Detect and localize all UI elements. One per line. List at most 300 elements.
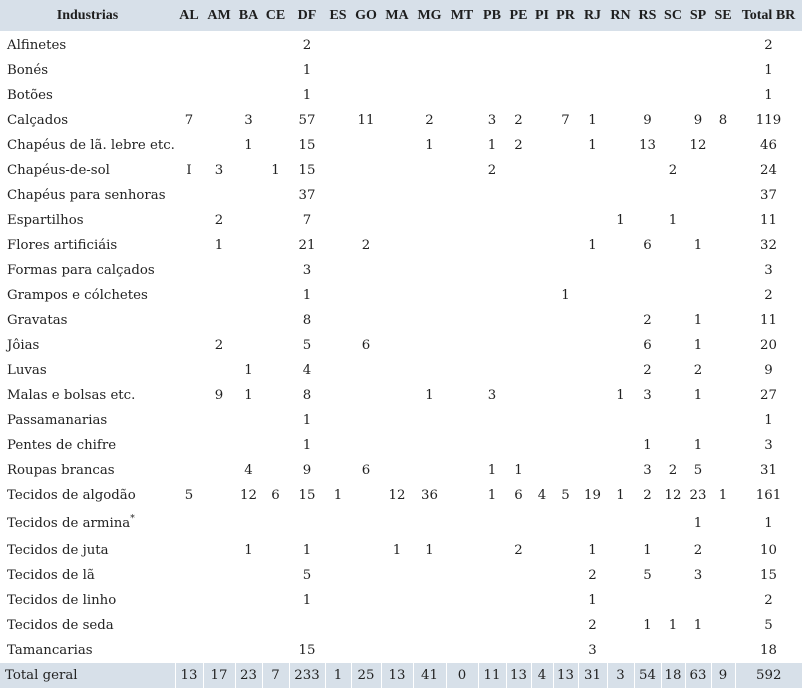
state-total-cell: 1 xyxy=(325,663,351,688)
state-value-cell xyxy=(478,83,506,108)
state-value-cell xyxy=(661,333,685,358)
state-value-cell xyxy=(351,258,381,283)
state-value-cell xyxy=(203,32,235,58)
state-value-cell xyxy=(413,408,446,433)
state-value-cell xyxy=(711,383,735,408)
table-row xyxy=(0,258,802,283)
state-value-cell xyxy=(607,538,634,563)
state-value-cell xyxy=(262,133,289,158)
state-value-cell xyxy=(711,508,735,538)
state-value-cell xyxy=(553,383,578,408)
state-value-cell xyxy=(685,638,711,663)
state-value-cell xyxy=(235,32,262,58)
state-value-cell: 5 xyxy=(184,488,194,503)
state-value-cell xyxy=(506,433,531,458)
state-value-cell: 1 xyxy=(244,388,253,403)
total-geral-label: Total geral xyxy=(0,663,175,688)
state-value-cell xyxy=(325,588,351,613)
state-value-cell: 15 xyxy=(298,163,316,178)
state-value-cell xyxy=(446,563,478,588)
state-value-cell xyxy=(506,638,531,663)
state-value-cell xyxy=(175,588,203,613)
state-value-cell xyxy=(262,258,289,283)
state-value-cell: 12 xyxy=(664,488,682,503)
state-value-cell xyxy=(235,183,262,208)
state-value-cell: 1 xyxy=(643,438,652,453)
table-row xyxy=(0,588,802,613)
state-value-cell: 6 xyxy=(643,238,652,253)
state-value-cell xyxy=(175,433,203,458)
state-value-cell xyxy=(381,283,413,308)
state-value-cell xyxy=(203,538,235,563)
row-total-cell: 3 xyxy=(764,263,773,278)
state-value-cell xyxy=(634,83,661,108)
state-value-cell xyxy=(381,508,413,538)
state-total-cell: 11 xyxy=(478,663,506,688)
state-value-cell: 1 xyxy=(425,138,434,153)
industry-label: Luvas xyxy=(7,363,47,378)
state-value-cell xyxy=(578,333,607,358)
state-value-cell xyxy=(325,333,351,358)
state-value-cell xyxy=(506,358,531,383)
state-value-cell xyxy=(203,133,235,158)
state-value-cell xyxy=(661,133,685,158)
state-value-cell: 1 xyxy=(693,618,703,633)
state-value-cell xyxy=(381,32,413,58)
state-value-cell xyxy=(553,538,578,563)
grand-total-cell: 592 xyxy=(735,663,802,688)
state-value-cell xyxy=(262,358,289,383)
state-value-cell xyxy=(413,283,446,308)
state-value-cell xyxy=(446,408,478,433)
row-total-cell: 1 xyxy=(764,515,773,531)
state-value-cell xyxy=(325,308,351,333)
state-value-cell xyxy=(711,638,735,663)
state-value-cell: 1 xyxy=(588,593,597,608)
state-value-cell xyxy=(175,538,203,563)
state-value-cell xyxy=(634,258,661,283)
header-pr: PR xyxy=(553,0,578,32)
state-total-cell: 25 xyxy=(351,663,381,688)
state-value-cell xyxy=(262,613,289,638)
state-value-cell xyxy=(413,208,446,233)
state-value-cell xyxy=(478,58,506,83)
row-total-cell: 24 xyxy=(760,163,777,178)
row-total-cell: 161 xyxy=(755,488,782,503)
state-value-cell xyxy=(478,32,506,58)
row-total-cell: 27 xyxy=(760,388,777,403)
header-industrias: Industrias xyxy=(0,0,175,32)
state-value-cell xyxy=(506,158,531,183)
state-value-cell xyxy=(661,108,685,133)
state-value-cell xyxy=(235,613,262,638)
state-value-cell xyxy=(553,158,578,183)
state-value-cell: 5 xyxy=(643,568,652,583)
state-value-cell xyxy=(446,638,478,663)
state-value-cell: 15 xyxy=(298,643,316,658)
state-value-cell xyxy=(203,108,235,133)
state-value-cell xyxy=(413,613,446,638)
state-value-cell xyxy=(578,208,607,233)
state-value-cell xyxy=(531,32,553,58)
table-row xyxy=(0,32,802,58)
state-value-cell xyxy=(553,83,578,108)
state-value-cell xyxy=(634,158,661,183)
state-value-cell xyxy=(351,358,381,383)
state-value-cell: 1 xyxy=(588,113,597,128)
header-total-br: Total BR xyxy=(735,0,802,32)
state-value-cell xyxy=(506,32,531,58)
row-total-cell: 3 xyxy=(764,438,773,453)
industry-name xyxy=(0,358,175,383)
state-value-cell xyxy=(351,308,381,333)
industry-name xyxy=(0,638,175,663)
state-value-cell: 3 xyxy=(643,388,652,403)
row-total-cell: 1 xyxy=(764,413,773,428)
state-value-cell xyxy=(553,563,578,588)
state-value-cell xyxy=(235,588,262,613)
state-value-cell xyxy=(685,32,711,58)
table-row xyxy=(0,283,802,308)
state-value-cell: 1 xyxy=(693,338,703,353)
state-value-cell xyxy=(578,32,607,58)
state-value-cell xyxy=(203,258,235,283)
state-value-cell xyxy=(661,383,685,408)
state-value-cell xyxy=(607,358,634,383)
state-value-cell xyxy=(175,258,203,283)
state-value-cell xyxy=(578,258,607,283)
state-total-cell: 13 xyxy=(175,663,203,688)
state-value-cell xyxy=(531,183,553,208)
state-value-cell xyxy=(478,308,506,333)
state-value-cell: 6 xyxy=(271,488,280,503)
state-value-cell xyxy=(235,83,262,108)
state-value-cell xyxy=(446,383,478,408)
state-value-cell xyxy=(235,258,262,283)
state-value-cell: 2 xyxy=(588,568,597,583)
state-value-cell: 5 xyxy=(302,568,312,583)
row-total-cell: 2 xyxy=(764,288,773,303)
state-value-cell xyxy=(711,563,735,588)
row-total-cell: 9 xyxy=(764,363,773,378)
state-value-cell: 9 xyxy=(302,463,312,478)
state-value-cell: 4 xyxy=(244,463,253,478)
state-value-cell xyxy=(351,433,381,458)
state-value-cell xyxy=(203,483,235,508)
state-value-cell xyxy=(478,233,506,258)
state-value-cell xyxy=(175,58,203,83)
state-value-cell xyxy=(506,208,531,233)
state-value-cell xyxy=(661,58,685,83)
state-value-cell: 2 xyxy=(214,213,224,228)
state-value-cell: 1 xyxy=(693,515,703,531)
state-value-cell: 1 xyxy=(588,138,597,153)
header-row xyxy=(0,0,802,32)
state-value-cell: 1 xyxy=(693,438,703,453)
state-value-cell: 5 xyxy=(693,463,703,478)
header-pi: PI xyxy=(531,0,553,32)
state-value-cell xyxy=(325,508,351,538)
state-value-cell xyxy=(506,588,531,613)
state-value-cell xyxy=(506,308,531,333)
state-value-cell xyxy=(506,333,531,358)
state-value-cell: 1 xyxy=(588,543,597,558)
state-value-cell xyxy=(478,613,506,638)
state-value-cell xyxy=(531,563,553,588)
state-value-cell xyxy=(711,458,735,483)
table-body xyxy=(0,32,802,663)
state-value-cell xyxy=(661,408,685,433)
state-value-cell xyxy=(262,83,289,108)
state-value-cell xyxy=(325,158,351,183)
state-value-cell: 1 xyxy=(616,213,625,228)
state-value-cell: 9 xyxy=(643,113,652,128)
state-value-cell xyxy=(446,32,478,58)
state-value-cell xyxy=(661,308,685,333)
industry-label: Tecidos de lã xyxy=(7,568,95,583)
state-value-cell xyxy=(325,358,351,383)
state-value-cell xyxy=(506,183,531,208)
state-value-cell: 2 xyxy=(668,163,678,178)
state-total-cell: 17 xyxy=(203,663,235,688)
state-value-cell: 2 xyxy=(514,113,523,128)
state-value-cell xyxy=(478,538,506,563)
state-value-cell xyxy=(175,458,203,483)
state-value-cell: 3 xyxy=(588,643,597,658)
industry-name xyxy=(0,158,175,183)
state-value-cell: 2 xyxy=(302,38,312,53)
state-value-cell xyxy=(351,638,381,663)
state-value-cell xyxy=(506,83,531,108)
state-value-cell: 1 xyxy=(271,163,280,178)
state-value-cell xyxy=(661,258,685,283)
row-total-cell: 5 xyxy=(764,618,773,633)
state-value-cell xyxy=(351,613,381,638)
state-value-cell xyxy=(203,408,235,433)
state-value-cell xyxy=(175,613,203,638)
header-ce: CE xyxy=(262,0,289,32)
state-value-cell xyxy=(531,333,553,358)
table-row xyxy=(0,483,802,508)
state-value-cell xyxy=(711,183,735,208)
state-value-cell: 1 xyxy=(561,288,570,303)
state-value-cell xyxy=(634,638,661,663)
state-value-cell xyxy=(381,258,413,283)
industry-label: Espartilhos xyxy=(7,213,84,228)
state-value-cell xyxy=(578,58,607,83)
state-value-cell: 8 xyxy=(718,113,728,128)
state-value-cell: 1 xyxy=(693,313,703,328)
state-value-cell xyxy=(607,588,634,613)
state-value-cell xyxy=(325,613,351,638)
state-value-cell xyxy=(607,258,634,283)
state-value-cell xyxy=(203,58,235,83)
state-value-cell xyxy=(325,32,351,58)
state-value-cell xyxy=(578,408,607,433)
state-value-cell xyxy=(351,133,381,158)
state-value-cell xyxy=(203,563,235,588)
state-value-cell xyxy=(607,83,634,108)
industry-name xyxy=(0,613,175,638)
state-value-cell xyxy=(685,208,711,233)
state-value-cell xyxy=(235,158,262,183)
state-value-cell xyxy=(203,508,235,538)
state-value-cell xyxy=(325,58,351,83)
state-value-cell xyxy=(262,58,289,83)
state-value-cell xyxy=(203,613,235,638)
state-value-cell xyxy=(531,638,553,663)
state-total-cell: 13 xyxy=(506,663,531,688)
state-value-cell xyxy=(607,613,634,638)
table-row xyxy=(0,183,802,208)
industry-name xyxy=(0,383,175,408)
state-value-cell xyxy=(262,333,289,358)
state-value-cell xyxy=(607,108,634,133)
state-value-cell xyxy=(203,83,235,108)
state-value-cell xyxy=(351,483,381,508)
state-value-cell xyxy=(607,508,634,538)
industry-name xyxy=(0,58,175,83)
table-row xyxy=(0,408,802,433)
state-value-cell xyxy=(175,133,203,158)
state-value-cell xyxy=(446,258,478,283)
industry-label: Bonés xyxy=(7,63,49,78)
state-value-cell xyxy=(325,258,351,283)
state-value-cell xyxy=(351,563,381,588)
state-value-cell: 1 xyxy=(514,463,523,478)
state-value-cell: 2 xyxy=(693,363,703,378)
state-value-cell xyxy=(685,58,711,83)
state-value-cell xyxy=(235,283,262,308)
state-value-cell xyxy=(506,383,531,408)
industry-name xyxy=(0,483,175,508)
state-value-cell xyxy=(553,308,578,333)
state-value-cell xyxy=(175,233,203,258)
state-value-cell xyxy=(711,258,735,283)
state-value-cell xyxy=(325,433,351,458)
state-total-cell: 233 xyxy=(289,663,325,688)
table-row xyxy=(0,433,802,458)
state-value-cell xyxy=(262,32,289,58)
state-value-cell xyxy=(235,208,262,233)
state-value-cell: 1 xyxy=(392,543,402,558)
header-se: SE xyxy=(711,0,735,32)
state-value-cell xyxy=(531,283,553,308)
state-value-cell: 12 xyxy=(240,488,257,503)
state-value-cell xyxy=(262,638,289,663)
total-row xyxy=(0,663,802,688)
state-value-cell: 7 xyxy=(302,213,312,228)
state-value-cell xyxy=(446,308,478,333)
state-value-cell xyxy=(446,233,478,258)
state-value-cell xyxy=(381,308,413,333)
state-value-cell xyxy=(235,408,262,433)
state-value-cell xyxy=(578,433,607,458)
state-value-cell: 23 xyxy=(689,488,707,503)
state-value-cell xyxy=(175,83,203,108)
state-value-cell xyxy=(478,208,506,233)
state-value-cell: 2 xyxy=(514,138,523,153)
state-value-cell xyxy=(325,383,351,408)
industry-name xyxy=(0,563,175,588)
industry-name xyxy=(0,208,175,233)
table-row xyxy=(0,333,802,358)
header-ma: MA xyxy=(381,0,413,32)
state-value-cell xyxy=(711,308,735,333)
industry-name xyxy=(0,258,175,283)
state-value-cell: 4 xyxy=(537,488,547,503)
industry-label: Pentes de chifre xyxy=(7,438,117,453)
state-value-cell xyxy=(262,433,289,458)
state-value-cell xyxy=(685,83,711,108)
state-value-cell: 2 xyxy=(514,543,523,558)
state-value-cell xyxy=(607,158,634,183)
state-value-cell: 1 xyxy=(302,593,312,608)
state-value-cell xyxy=(175,358,203,383)
state-value-cell xyxy=(413,563,446,588)
header-go: GO xyxy=(351,0,381,32)
state-value-cell xyxy=(531,508,553,538)
state-value-cell xyxy=(262,108,289,133)
industry-name xyxy=(0,433,175,458)
state-value-cell: 2 xyxy=(361,238,371,253)
state-value-cell xyxy=(478,408,506,433)
state-value-cell: 1 xyxy=(425,388,434,403)
state-value-cell xyxy=(289,508,325,538)
state-value-cell xyxy=(325,458,351,483)
state-value-cell: 1 xyxy=(425,543,434,558)
state-value-cell xyxy=(413,358,446,383)
state-value-cell xyxy=(661,433,685,458)
state-value-cell xyxy=(325,408,351,433)
industry-label: Botões xyxy=(7,88,53,103)
state-value-cell xyxy=(413,333,446,358)
state-value-cell xyxy=(506,233,531,258)
state-value-cell xyxy=(351,508,381,538)
state-value-cell xyxy=(325,563,351,588)
state-value-cell xyxy=(661,32,685,58)
state-value-cell: 1 xyxy=(244,363,253,378)
table-row xyxy=(0,613,802,638)
state-value-cell xyxy=(413,458,446,483)
state-value-cell xyxy=(661,358,685,383)
industry-label: Alfinetes xyxy=(7,38,67,53)
state-value-cell xyxy=(711,32,735,58)
state-value-cell xyxy=(289,613,325,638)
state-value-cell xyxy=(325,283,351,308)
state-value-cell xyxy=(175,283,203,308)
state-value-cell: 1 xyxy=(214,238,224,253)
state-value-cell xyxy=(175,383,203,408)
state-value-cell: 2 xyxy=(693,543,703,558)
state-value-cell xyxy=(446,358,478,383)
state-value-cell xyxy=(531,208,553,233)
state-value-cell xyxy=(711,433,735,458)
state-value-cell xyxy=(661,563,685,588)
state-value-cell: 1 xyxy=(302,438,312,453)
state-value-cell xyxy=(478,358,506,383)
state-value-cell xyxy=(381,408,413,433)
table-row xyxy=(0,133,802,158)
row-total-cell: 15 xyxy=(760,568,777,583)
state-value-cell: 7 xyxy=(561,113,570,128)
state-value-cell xyxy=(553,133,578,158)
state-total-cell: 18 xyxy=(661,663,685,688)
state-value-cell xyxy=(413,508,446,538)
state-value-cell xyxy=(413,258,446,283)
state-value-cell: 2 xyxy=(214,338,224,353)
state-value-cell xyxy=(381,108,413,133)
